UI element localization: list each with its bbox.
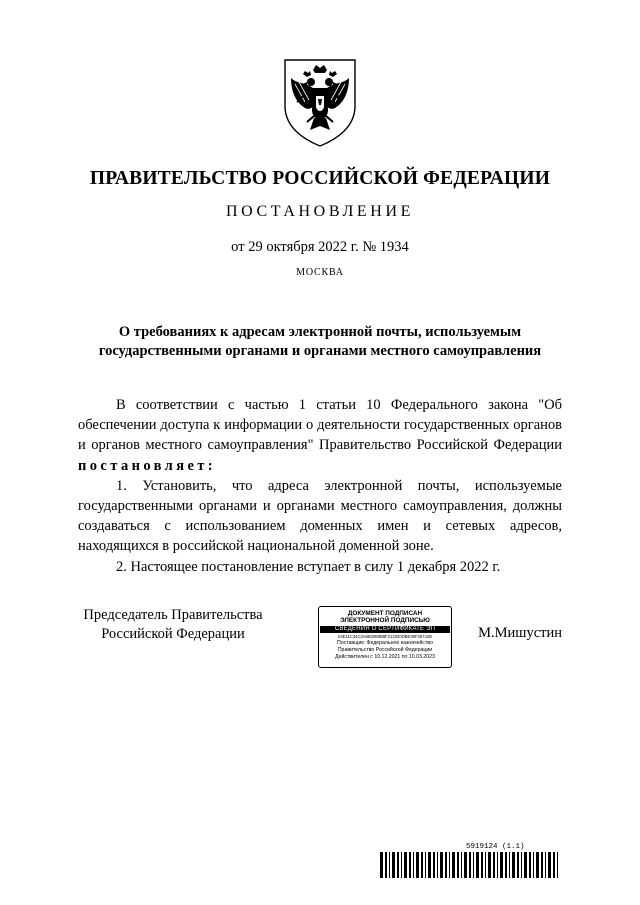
stamp-validity: Действителен с 10.12.2021 по 10.03.2023 [335,653,435,660]
electronic-signature-stamp [318,606,452,668]
signer-position-line-2: Российской Федерации [101,626,245,642]
body-paragraph-1 [78,395,562,476]
stamp-certificate-header: СВЕДЕНИЯ О СЕРТИФИКАТЕ ЭП [320,626,450,634]
stamp-heading-line-2: ЭЛЕКТРОННОЙ ПОДПИСЬЮ [340,617,430,625]
barcode-number: 5919124 (1.1) [466,843,525,851]
stamp-serial-number: 04E11C34C3A6B3969B8F213320DBE39F29742B [338,634,432,640]
signer-position-line-1: Председатель Правительства [83,607,263,623]
document-date-number: от 29 октября 2022 г. № 1934 [231,239,409,255]
coat-of-arms-emblem-icon [283,58,357,148]
body-paragraph-2: 1. Установить, что адреса электронной почты, используемые государственными органами и органами местного самоуправления, должны создаваться с использованием доменных имен и сетевых адресов, находящихся в российской национальной доменной зоне. [78,477,562,555]
document-city: МОСКВА [296,267,344,278]
signer-position [78,606,268,644]
stamp-heading [319,610,451,625]
document-subject: О требованиях к адресам электронной почты, используемым государственными органами и органами местного самоуправления [98,324,542,359]
signer-name: М.Мишустин [478,625,562,641]
document-type: ПОСТАНОВЛЕНИЕ [226,203,414,220]
barcode-icon [380,852,562,878]
stamp-heading-line-1: ДОКУМЕНТ ПОДПИСАН [347,610,423,617]
stamp-owner: Правительство Российской Федерации [337,646,433,653]
stamp-issuer: Поставщик: Федеральное казначейство [337,640,433,647]
body-paragraph-3: 2. Настоящее постановление вступает в силу 1 декабря 2022 г. [116,558,501,575]
resolution-keyword: постановляет: [78,457,217,474]
body-paragraph-1-text: В соответствии с частью 1 статьи 10 Федерального закона "Об обеспечении доступа к информации о деятельности государственных органов и органов местного самоуправления" Правительство Российской Федерации [78,397,562,454]
government-title: ПРАВИТЕЛЬСТВО РОССИЙСКОЙ ФЕДЕРАЦИИ [89,168,551,189]
document-body [78,395,562,577]
